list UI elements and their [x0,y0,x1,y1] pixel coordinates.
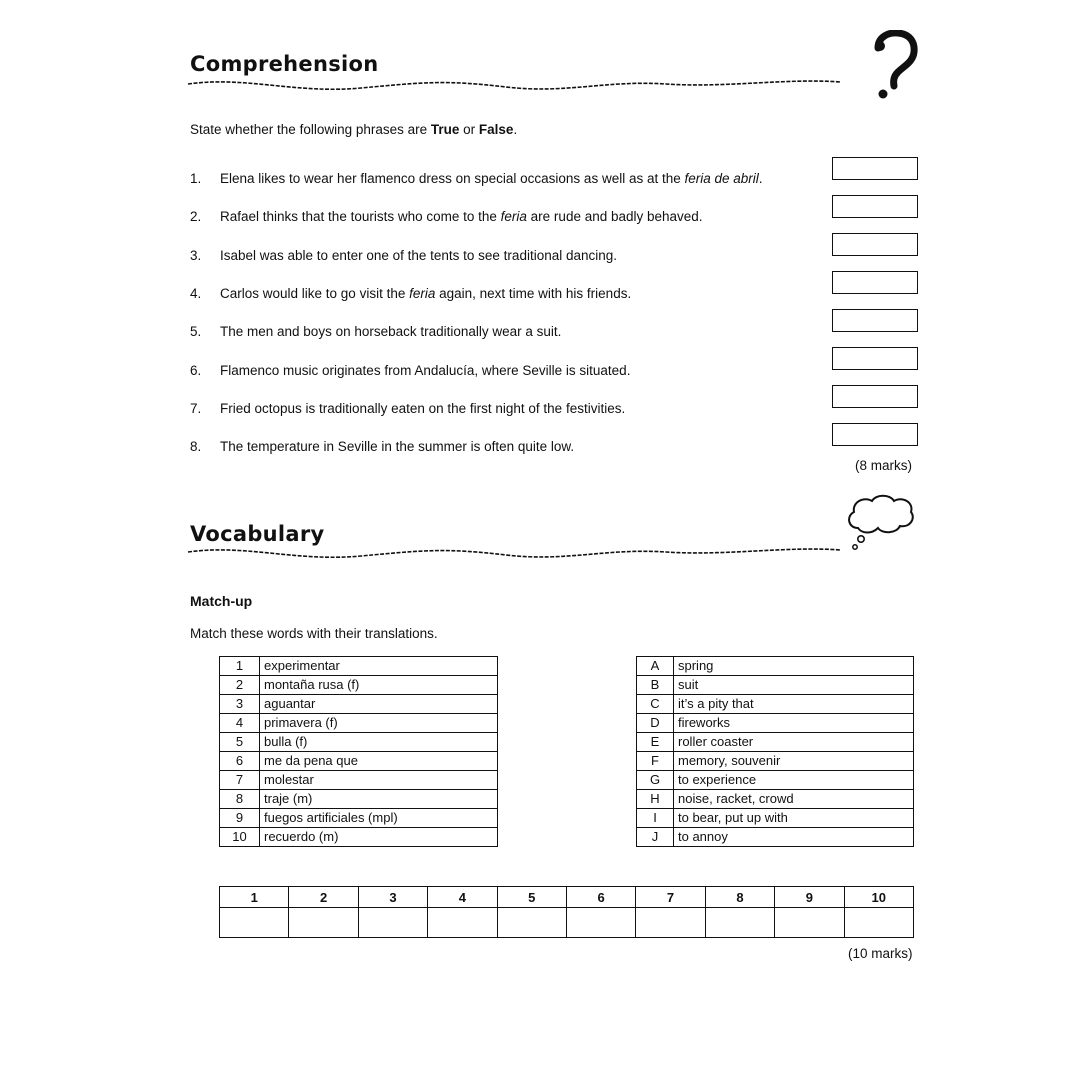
row-word: recuerdo (m) [260,828,498,847]
row-label: H [637,790,674,809]
answer-grid-header: 2 [289,887,358,908]
row-word: memory, souvenir [674,752,914,771]
answer-grid-cell[interactable] [497,908,566,938]
question-text: The temperature in Seville in the summer is often quite low. [220,439,575,454]
comprehension-marks: (8 marks) [855,458,912,473]
answer-grid-cell[interactable] [428,908,497,938]
match-up-subheading: Match-up [190,593,253,609]
question-number: 4. [190,286,202,301]
english-translation-row [637,733,914,752]
question-number: 8. [190,439,202,454]
answer-grid-header: 9 [775,887,844,908]
spanish-word-row [220,771,498,790]
vocabulary-marks: (10 marks) [848,946,913,961]
english-translation-row [637,809,914,828]
row-label: 7 [220,771,260,790]
answer-box[interactable] [832,385,918,408]
comprehension-title: Comprehension [190,52,379,76]
row-word: montaña rusa (f) [260,676,498,695]
spanish-word-row [220,657,498,676]
spanish-word-row [220,790,498,809]
answer-grid-header: 4 [428,887,497,908]
answer-grid-header: 6 [566,887,635,908]
answer-grid-cell[interactable] [566,908,635,938]
row-word: noise, racket, crowd [674,790,914,809]
answer-grid-cell[interactable] [705,908,774,938]
vocabulary-wavy-underline [186,542,846,564]
english-translation-row [637,752,914,771]
row-word: it’s a pity that [674,695,914,714]
row-label: B [637,676,674,695]
row-label: 2 [220,676,260,695]
english-translation-row [637,771,914,790]
row-word: traje (m) [260,790,498,809]
answer-grid-cell[interactable] [289,908,358,938]
question-text: Rafael thinks that the tourists who come to the feria are rude and badly behaved. [220,209,703,224]
row-word: fireworks [674,714,914,733]
answer-grid-header: 10 [844,887,913,908]
english-translation-row [637,657,914,676]
question-number: 2. [190,209,202,224]
question-text: The men and boys on horseback traditionally wear a suit. [220,324,562,339]
comprehension-wavy-underline [186,74,846,96]
question-number: 1. [190,171,202,186]
english-translation-table [636,656,914,847]
english-translation-row [637,828,914,847]
answer-grid-cell[interactable] [220,908,289,938]
row-word: to bear, put up with [674,809,914,828]
row-word: roller coaster [674,733,914,752]
row-word: aguantar [260,695,498,714]
spanish-word-row [220,752,498,771]
question-text: Flamenco music originates from Andalucía, where Seville is situated. [220,363,631,378]
answer-grid-cell[interactable] [844,908,913,938]
row-label: 6 [220,752,260,771]
answer-box[interactable] [832,157,918,180]
row-word: spring [674,657,914,676]
thought-bubble-icon [844,492,916,554]
row-label: E [637,733,674,752]
english-translation-row [637,714,914,733]
question-text: Isabel was able to enter one of the tents to see traditional dancing. [220,248,618,263]
row-label: 8 [220,790,260,809]
english-translation-row [637,676,914,695]
row-label: 5 [220,733,260,752]
row-word: to experience [674,771,914,790]
question-number: 6. [190,363,202,378]
spanish-word-table [219,656,498,847]
row-label: D [637,714,674,733]
row-word: primavera (f) [260,714,498,733]
spanish-word-row [220,828,498,847]
spanish-word-row [220,695,498,714]
row-word: to annoy [674,828,914,847]
question-text: Elena likes to wear her flamenco dress on special occasions as well as at the feria de abril. [220,171,763,186]
answer-grid-cell[interactable] [636,908,705,938]
answer-box[interactable] [832,195,918,218]
row-label: G [637,771,674,790]
row-label: J [637,828,674,847]
english-translation-row [637,790,914,809]
row-word: fuegos artificiales (mpl) [260,809,498,828]
row-label: C [637,695,674,714]
row-label: A [637,657,674,676]
vocabulary-instruction: Match these words with their translations. [190,626,438,641]
row-word: suit [674,676,914,695]
answer-box[interactable] [832,423,918,446]
answer-grid [219,886,914,938]
answer-grid-header: 3 [358,887,427,908]
question-text: Carlos would like to go visit the feria again, next time with his friends. [220,286,632,301]
row-word: me da pena que [260,752,498,771]
row-label: 9 [220,809,260,828]
vocabulary-title: Vocabulary [190,522,325,546]
question-number: 5. [190,324,202,339]
answer-grid-header: 8 [705,887,774,908]
row-word: experimentar [260,657,498,676]
question-number: 7. [190,401,202,416]
spanish-word-row [220,676,498,695]
question-text: Fried octopus is traditionally eaten on the first night of the festivities. [220,401,626,416]
row-label: 1 [220,657,260,676]
row-label: 10 [220,828,260,847]
spanish-word-row [220,714,498,733]
row-label: 4 [220,714,260,733]
answer-box[interactable] [832,271,918,294]
answer-grid-header: 1 [220,887,289,908]
row-label: F [637,752,674,771]
answer-grid-cell[interactable] [358,908,427,938]
spanish-word-row [220,733,498,752]
row-word: molestar [260,771,498,790]
row-word: bulla (f) [260,733,498,752]
answer-grid-cell[interactable] [775,908,844,938]
answer-box[interactable] [832,309,918,332]
english-translation-row [637,695,914,714]
row-label: 3 [220,695,260,714]
answer-grid-header: 5 [497,887,566,908]
answer-grid-header: 7 [636,887,705,908]
comprehension-instruction: State whether the following phrases are True or False. [190,122,518,137]
spanish-word-row [220,809,498,828]
row-label: I [637,809,674,828]
answer-box[interactable] [832,233,918,256]
answer-box[interactable] [832,347,918,370]
question-number: 3. [190,248,202,263]
question-mark-icon [870,30,918,102]
